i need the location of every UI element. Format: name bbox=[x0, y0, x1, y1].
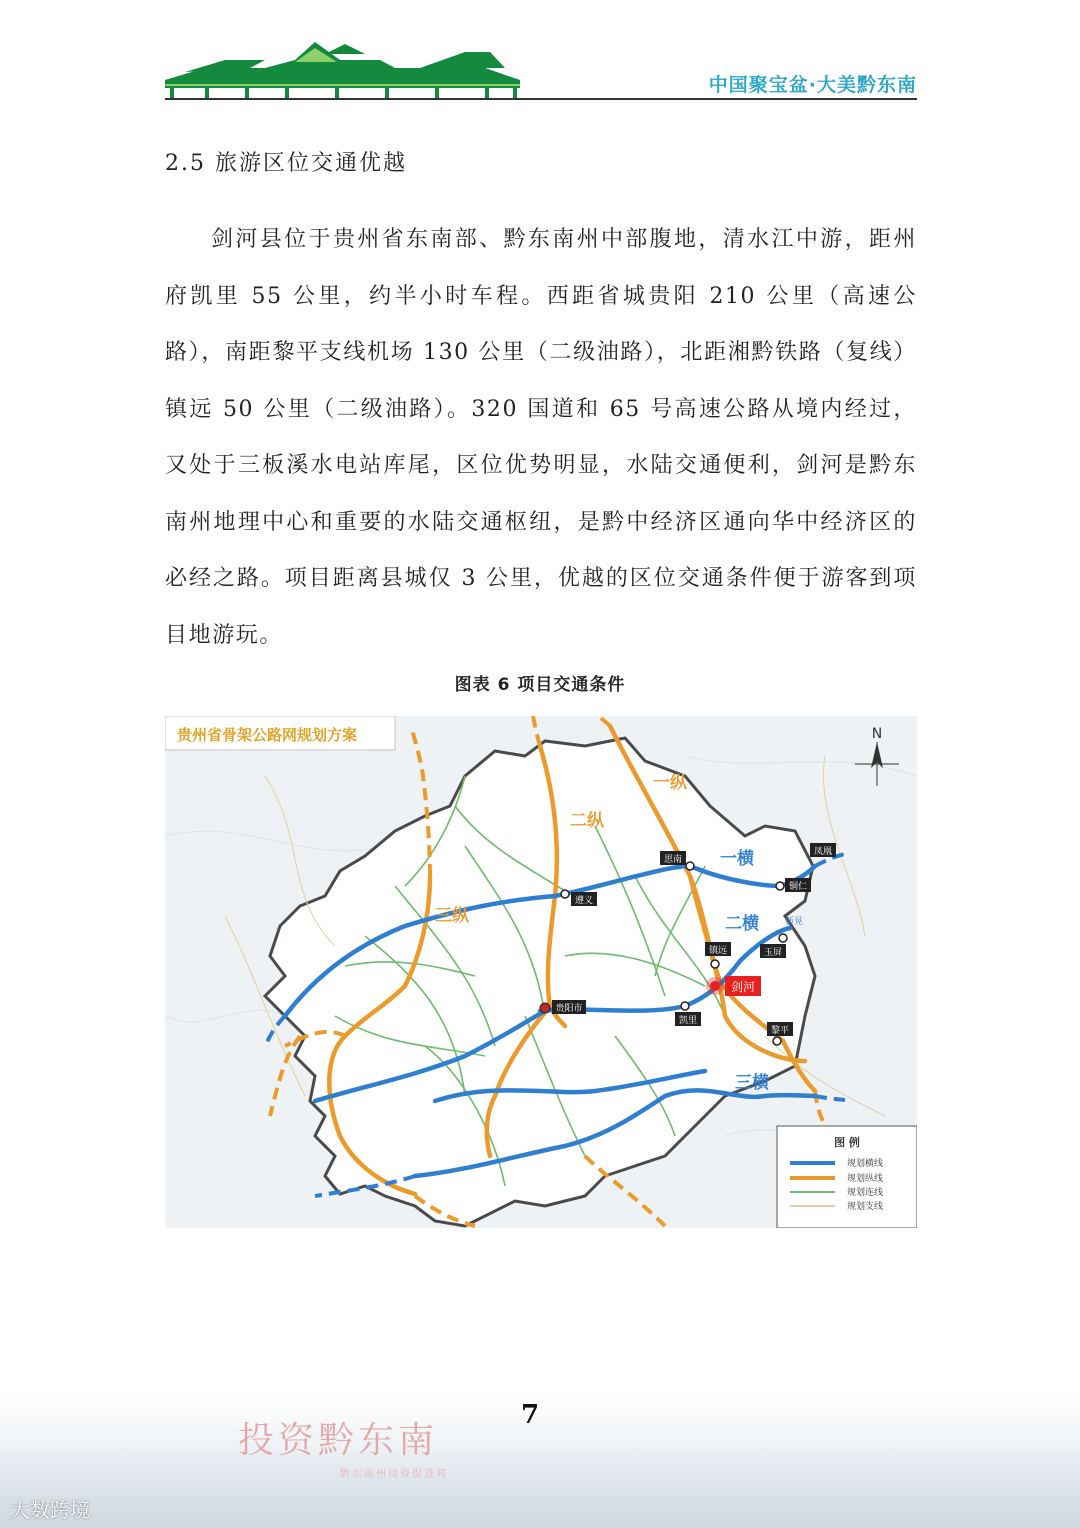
footer-logo: 投资黔东南 bbox=[238, 1420, 439, 1461]
section-title: 2.5 旅游区位交通优越 bbox=[165, 151, 407, 176]
route-label-heng1: 一横 bbox=[720, 849, 754, 869]
city-fenghuang bbox=[810, 843, 836, 857]
footer-logo-subtitle: 黔东南州投资促进局 bbox=[340, 1469, 448, 1480]
highlight-city-label: 剑河 bbox=[730, 980, 756, 994]
header-divider bbox=[165, 98, 917, 100]
svg-text:思南: 思南 bbox=[663, 855, 683, 865]
svg-text:贵阳市: 贵阳市 bbox=[555, 1004, 583, 1014]
legend-item-heng: 规划横线 bbox=[847, 1159, 884, 1169]
svg-text:玉屏: 玉屏 bbox=[763, 948, 783, 958]
svg-text:黎平: 黎平 bbox=[770, 1026, 790, 1036]
legend-item-zong: 规划纵线 bbox=[847, 1174, 884, 1184]
route-label-heng2: 二横 bbox=[725, 914, 759, 934]
north-label: N bbox=[871, 726, 883, 742]
svg-text:凯里: 凯里 bbox=[678, 1016, 698, 1026]
page-header bbox=[165, 38, 917, 100]
city-xinhuang bbox=[785, 915, 803, 927]
svg-text:凤凰: 凤凰 bbox=[813, 847, 833, 857]
city-jianhe-highlight bbox=[706, 976, 761, 996]
pavilion-logo bbox=[165, 38, 525, 100]
page-number: 7 bbox=[520, 1400, 540, 1430]
legend-item-zhixian: 规划支线 bbox=[847, 1202, 884, 1212]
legend-item-lianxian: 规划连线 bbox=[847, 1188, 884, 1198]
svg-text:遵义: 遵义 bbox=[574, 896, 594, 906]
map-title-box bbox=[165, 716, 395, 750]
svg-text:新晃: 新晃 bbox=[785, 917, 804, 927]
svg-text:镇远: 镇远 bbox=[708, 946, 728, 956]
route-label-zong3: 三纵 bbox=[435, 906, 469, 926]
road-network-map bbox=[165, 716, 917, 1228]
figure-caption: 图表 6 项目交通条件 bbox=[454, 675, 626, 695]
map-title: 贵州省骨架公路网规划方案 bbox=[177, 726, 358, 744]
route-label-zong1: 一纵 bbox=[653, 773, 687, 793]
route-label-zong2: 二纵 bbox=[570, 811, 604, 831]
legend-title: 图 例 bbox=[834, 1136, 860, 1149]
route-label-heng3: 三横 bbox=[735, 1073, 769, 1093]
header-title: 中国聚宝盆·大美黔东南 bbox=[708, 74, 917, 96]
body-paragraph: 剑河县位于贵州省东南部、黔东南州中部腹地，清水江中游，距州府凯里 55 公里，约半小时车程。西距省城贵阳 210 公里（高速公路），南距黎平支线机场 130 公里（二级油路），北距湘黔铁路（复线）镇远 50 公里（二级油路）。320 国道和 65 号高速公路从境内经过，又处于三板溪水电站库尾，区位优势明显，水陆交通便利，剑河是黔东南州地理中心和重要的水陆交通枢纽，是黔中经济区通向华中经济区的必经之路。项目距离县城仅 3 公里，优越的区位交通条件便于游客到项目地游玩。 bbox=[165, 227, 917, 648]
svg-text:铜仁: 铜仁 bbox=[788, 882, 808, 892]
map-legend bbox=[777, 1126, 917, 1228]
watermark: 大数跨境 bbox=[10, 1498, 90, 1522]
